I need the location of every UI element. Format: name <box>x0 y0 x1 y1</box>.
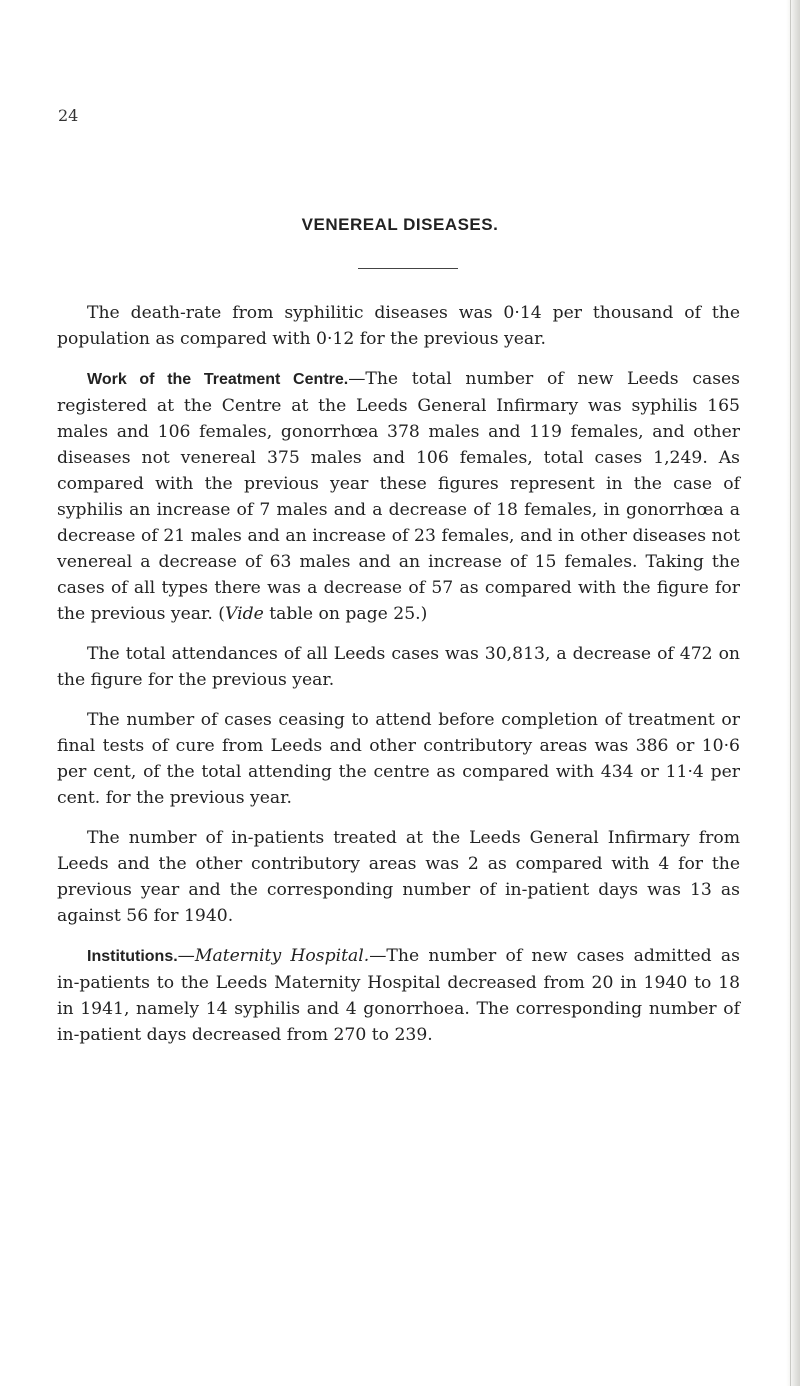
page-edge-shadow <box>786 0 800 1386</box>
treatment-centre-text: —The total number of new Leeds cases registered at the Centre at the Leeds General Infirmary was syphilis 165 males and 106 females, gonorrhœa 378 males and 119 females, and other diseases not venereal 375 males and 106 females, total cases 1,249. As compared with the previous year these figures represent in the case of syphilis an increase of 7 males and a decrease of 18 females, in gonorrhœa a decrease of 21 males and an increase of 23 females, and in other diseases not venereal a decrease of 63 males and an increase of 15 females. Taking the cases of all types there was a decrease of 57 as compared with the figure for the previous year. ( <box>57 369 741 624</box>
paragraph-institutions <box>57 943 740 1048</box>
paragraph-attendances: The total attendances of all Leeds cases was 30,813, a decrease of 472 on the figure for the previous year. <box>57 644 740 690</box>
heading-rule <box>358 268 458 269</box>
page-number: 24 <box>58 106 79 125</box>
page-edge-line <box>790 0 791 1386</box>
vide-reference: Vide <box>225 604 264 624</box>
table-reference-text: table on page 25.) <box>263 604 428 624</box>
section-heading: VENEREAL DISEASES. <box>301 215 499 234</box>
body-text <box>57 300 740 1062</box>
paragraph-ceasing-attendance: The number of cases ceasing to attend before completion of treatment or final tests of cure from Leeds and other contributory areas was 386 or 10·6 per cent, of the total attending the centre as compared with 434 or 11·4 per cent. for the previous year. <box>57 710 740 808</box>
paragraph-treatment-centre <box>57 366 740 627</box>
paragraph-in-patients: The number of in-patients treated at the Leeds General Infirmary from Leeds and the other contributory areas was 2 as compared with 4 for the previous year and the corresponding number of in-patient days was 13 as against 56 for 1940. <box>57 828 740 926</box>
subheading-maternity-hospital: —Maternity Hospital. <box>177 946 370 966</box>
institutions-text: —The number of new cases admitted as in-patients to the Leeds Maternity Hospital decreased from 20 in 1940 to 18 in 1941, namely 14 syphilis and 4 gonorrhoea. The corresponding number of in-patient days decreased from 270 to 239. <box>57 946 740 1045</box>
paragraph-death-rate: The death-rate from syphilitic diseases was 0·14 per thousand of the population as compared with 0·12 for the previous year. <box>57 303 740 349</box>
run-in-heading-institutions: Institutions. <box>87 948 178 965</box>
run-in-heading-treatment-centre: Work of the Treatment Centre. <box>87 371 349 388</box>
